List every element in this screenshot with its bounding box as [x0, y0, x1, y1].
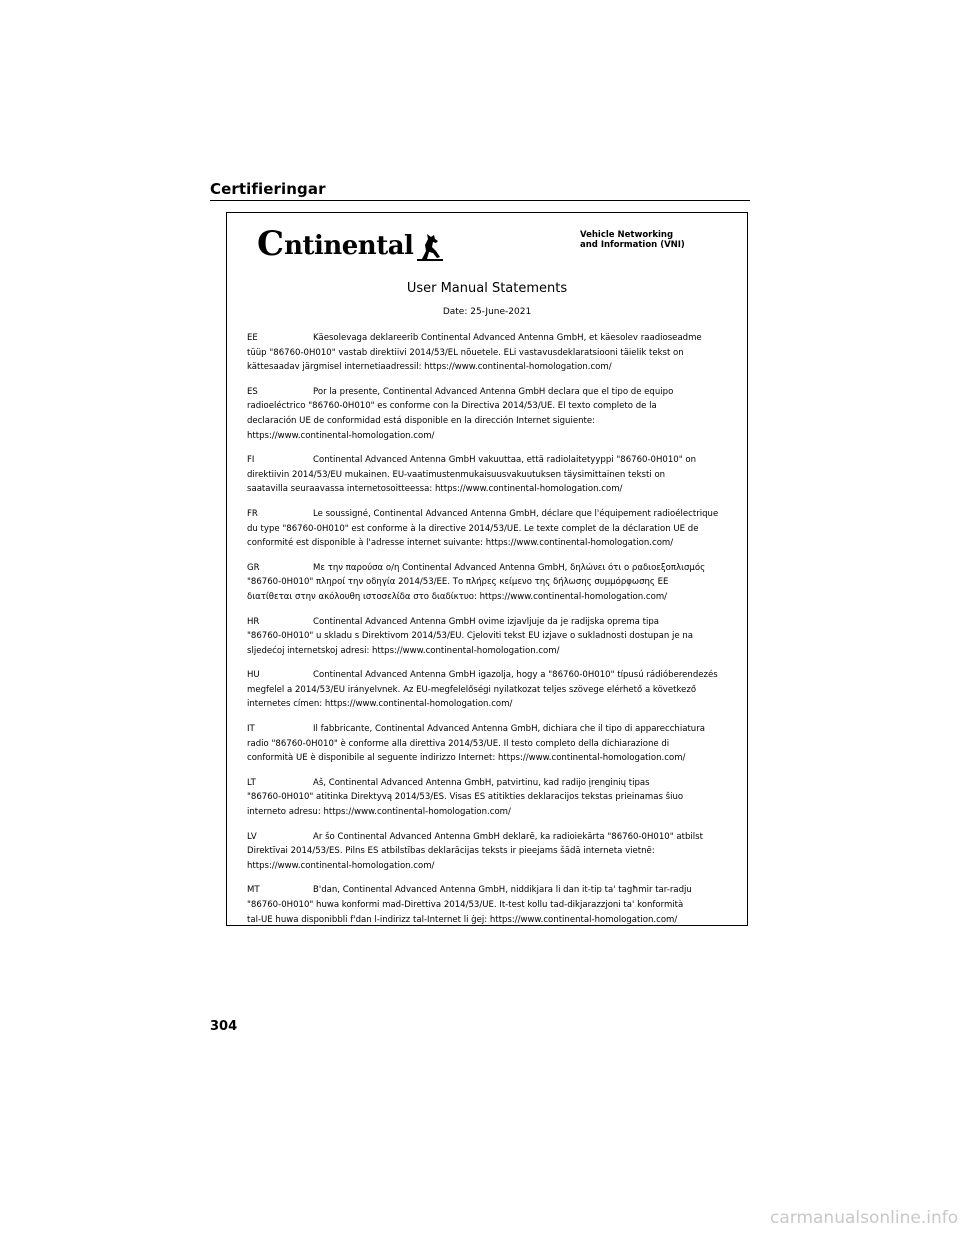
statement-text: tal-UE huwa disponibbli f'dan l-indirizz tal-Internet li ġej: https://www.continental-homologation.com/	[247, 914, 678, 925]
statement-line	[247, 399, 727, 414]
statement-line	[247, 790, 727, 805]
country-code: GR	[247, 562, 260, 573]
statement-line	[247, 615, 727, 630]
statement-line	[247, 830, 727, 845]
country-code: HR	[247, 616, 260, 627]
statement-line	[247, 722, 727, 737]
statement-text: "86760-0H010" πληροί την οδηγία 2014/53/ΕΕ. Το πλήρες κείμενο της δήλωσης συμμόρφωσης ΕΕ	[247, 577, 669, 588]
country-code: EE	[247, 333, 258, 343]
statement-line	[247, 644, 727, 659]
statement-line	[247, 536, 727, 551]
statement-text: B'dan, Continental Advanced Antenna GmbH, niddikjara li dan it-tip ta' tagħmir tar-radju	[313, 885, 692, 896]
statement-text: Käesolevaga deklareerib Continental Advanced Antenna GmbH, et käesolev raadioseadme	[313, 333, 702, 343]
rearing-horse-icon	[417, 231, 443, 261]
statement-lv	[247, 830, 727, 874]
statement-text: conformité est disponible à l'adresse internet suivante: https://www.continental-homologation.com/	[247, 538, 674, 549]
country-code: ES	[247, 386, 258, 397]
statement-text: saatavilla seuraavassa internetosoitteessa: https://www.continental-homologation.com/	[247, 484, 623, 495]
division-label	[580, 230, 685, 250]
statement-line	[247, 844, 727, 859]
statement-line	[247, 385, 727, 400]
statement-line	[247, 346, 727, 361]
statement-text: "86760-0H010" huwa konformi mad-Direttiva 2014/53/UE. It-test kollu tad-dikjarazzjoni ta' konformità	[247, 900, 684, 910]
statement-text: tüüp "86760-0H010" vastab direktiivi 2014/53/EL nõuetele. ELi vastavusdeklaratsiooni täielik tekst on	[247, 347, 684, 358]
statement-line	[247, 414, 727, 429]
statement-line	[247, 590, 727, 605]
statement-line	[247, 898, 727, 913]
statement-line	[247, 331, 727, 346]
page-number: 304	[210, 1019, 238, 1034]
statement-line	[247, 522, 727, 537]
logo-initial: C	[257, 224, 285, 264]
statement-ee	[247, 331, 727, 375]
statement-line	[247, 805, 727, 820]
statement-mt	[247, 883, 727, 927]
statement-text: sljedećoj internetskoj adresi: https://www.continental-homologation.com/	[247, 645, 560, 656]
statement-line	[247, 453, 727, 468]
statement-lt	[247, 776, 727, 820]
country-code: IT	[247, 724, 255, 735]
country-code: HU	[247, 670, 260, 681]
statement-fr	[247, 507, 727, 551]
statement-line	[247, 668, 727, 683]
statement-line	[247, 429, 727, 444]
statement-text: Le soussigné, Continental Advanced Antenna GmbH, déclare que l'équipement radioélectrique	[313, 508, 719, 519]
statement-text: internetes címen: https://www.continental-homologation.com/	[247, 699, 513, 710]
statement-text: du type "86760-0H010" est conforme à la directive 2014/53/UE. Le texte complet de la déclaration UE de	[247, 523, 699, 534]
statement-text: διατίθεται στην ακόλουθη ιστοσελίδα στο διαδίκτυο: https://www.continental-homologation.com/	[247, 591, 668, 602]
statement-text: Il fabbricante, Continental Advanced Antenna GmbH, dichiara che il tipo di apparecchiatura	[313, 724, 705, 735]
statement-line	[247, 468, 727, 483]
statement-line	[247, 697, 727, 712]
statement-text: https://www.continental-homologation.com/	[247, 860, 435, 871]
statement-text: declaración UE de conformidad está disponible en la dirección Internet siguiente:	[247, 415, 596, 426]
statement-text: Aš, Continental Advanced Antenna GmbH, patvirtinu, kad radijo įrenginių tipas	[313, 777, 650, 788]
country-code: FR	[247, 508, 258, 519]
statement-text: interneto adresu: https://www.continental-homologation.com/	[247, 807, 511, 818]
logo-wordmark: ntinental	[284, 231, 414, 261]
watermark-text: carmanualsonline.info	[770, 1208, 959, 1228]
statement-text: Continental Advanced Antenna GmbH vakuuttaa, että radiolaitetyyppi "86760-0H010" on	[313, 455, 697, 466]
statement-text: https://www.continental-homologation.com/	[247, 430, 435, 441]
statement-text: Ar šo Continental Advanced Antenna GmbH deklarē, ka radioiekārta "86760-0H010" atbilst	[313, 831, 703, 842]
statement-fi	[247, 453, 727, 497]
statement-text: megfelel a 2014/53/EU irányelvnek. Az EU-megfelelőségi nyilatkozat teljes szövege elérhető a következő	[247, 684, 697, 695]
statement-line	[247, 913, 727, 928]
statement-line	[247, 883, 727, 898]
statement-text: kättesaadav järgmisel internetiaadressil: https://www.continental-homologation.com/	[247, 362, 612, 373]
statement-hu	[247, 668, 727, 712]
certificate-document	[226, 212, 748, 926]
country-code: MT	[247, 885, 260, 896]
statement-line	[247, 776, 727, 791]
statement-line	[247, 575, 727, 590]
statement-line	[247, 737, 727, 752]
statement-text: radioeléctrico "86760-0H010" es conforme con la Directiva 2014/53/UE. El texto completo de la	[247, 401, 657, 412]
division-line-2: and Information (VNI)	[580, 240, 685, 250]
statement-text: "86760-0H010" u skladu s Direktivom 2014/53/EU. Cjeloviti tekst EU izjave o sukladnosti dostupan je na	[247, 631, 693, 642]
statement-text: "86760-0H010" atitinka Direktyvą 2014/53/ES. Visas ES atitikties deklaracijos tekstas prieinamas šiuo	[247, 792, 684, 803]
statement-text: radio "86760-0H010" è conforme alla direttiva 2014/53/UE. Il testo completo della dichiarazione di	[247, 738, 670, 749]
statement-text: Με την παρούσα ο/η Continental Advanced Antenna GmbH, δηλώνει ότι ο ραδιοεξοπλισμός	[313, 562, 706, 573]
statement-gr	[247, 561, 727, 605]
statement-line	[247, 482, 727, 497]
country-code: LV	[247, 831, 257, 842]
statement-line	[247, 360, 727, 375]
continental-logo	[257, 224, 443, 264]
statement-text: Direktīvai 2014/53/ES. Pilns ES atbilstības deklarācijas teksts ir pieejams šādā interneta vietnē:	[247, 846, 655, 857]
statement-line	[247, 751, 727, 766]
section-title: Certifieringar	[210, 180, 326, 198]
country-code: LT	[247, 777, 256, 788]
statement-es	[247, 385, 727, 443]
statement-text: conformità UE è disponibile al seguente indirizzo Internet: https://www.continental-homologation.com/	[247, 753, 686, 764]
statement-text: Continental Advanced Antenna GmbH igazolja, hogy a "86760-0H010" típusú rádióberendezés	[313, 670, 718, 681]
statement-line	[247, 859, 727, 874]
statement-line	[247, 629, 727, 644]
statement-hr	[247, 615, 727, 659]
statement-text: Por la presente, Continental Advanced Antenna GmbH declara que el tipo de equipo	[313, 386, 674, 397]
statement-line	[247, 561, 727, 576]
statement-it	[247, 722, 727, 766]
statement-text: direktiivin 2014/53/EU mukainen. EU-vaatimustenmukaisuusvakuutuksen täysimittainen teksti on	[247, 469, 666, 480]
statement-line	[247, 507, 727, 522]
country-code: FI	[247, 455, 255, 466]
statement-list	[247, 331, 727, 937]
title-divider	[210, 200, 750, 201]
statement-line	[247, 683, 727, 698]
document-date: Date: 25-June-2021	[442, 307, 532, 317]
division-line-1: Vehicle Networking	[580, 230, 674, 240]
statement-text: Continental Advanced Antenna GmbH ovime izjavljuje da je radijska oprema tipa	[313, 616, 660, 627]
document-heading: User Manual Statements	[406, 281, 568, 296]
